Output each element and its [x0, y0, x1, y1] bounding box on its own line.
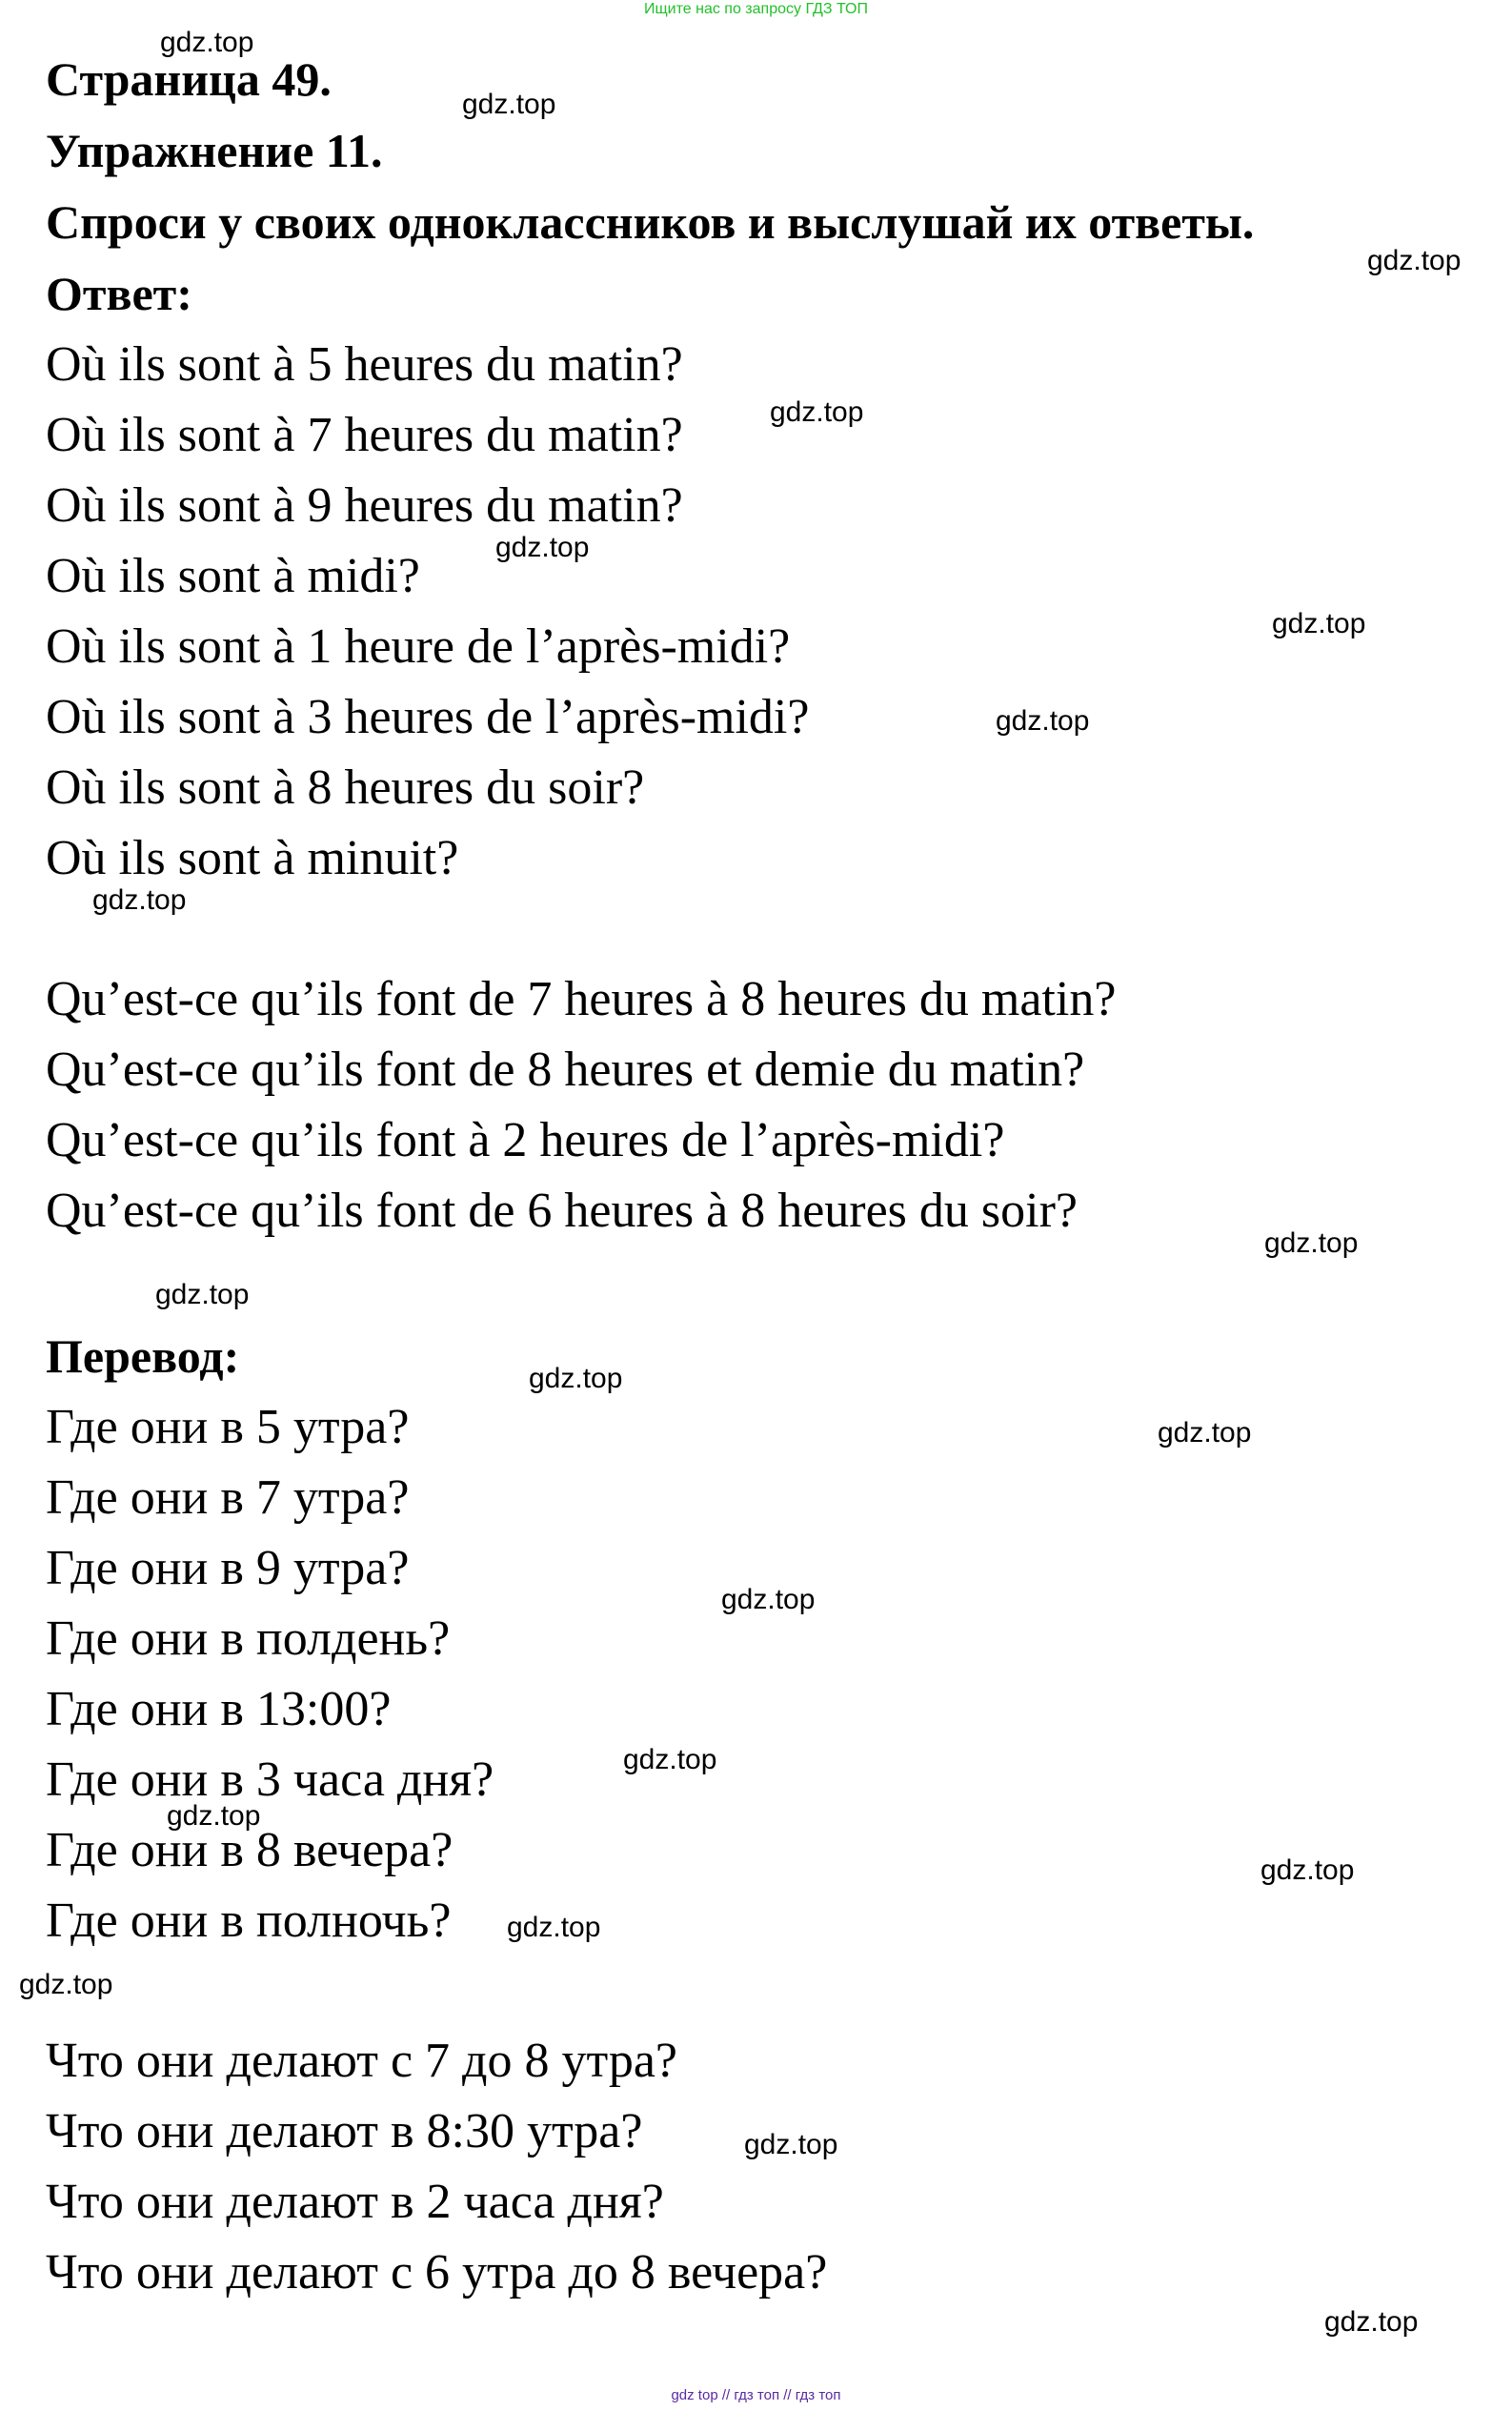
watermark: gdz.top	[1158, 1417, 1252, 1449]
watermark: gdz.top	[529, 1363, 623, 1394]
question-where-7: Où ils sont à 8 heures du soir?	[46, 760, 645, 815]
translation-what-4: Что они делают с 6 утра до 8 вечера?	[46, 2245, 828, 2300]
translation-what-2: Что они делают в 8:30 утра?	[46, 2104, 643, 2158]
watermark: gdz.top	[996, 705, 1090, 737]
translation-where-6: Где они в 3 часа дня?	[46, 1753, 494, 1807]
watermark: gdz.top	[507, 1912, 601, 1943]
translation-where-4: Где они в полдень?	[46, 1611, 451, 1666]
task-text: Спроси у своих одноклассников и выслушай их ответы.	[46, 195, 1255, 249]
watermark: gdz.top	[1367, 245, 1462, 276]
watermark: gdz.top	[1264, 1227, 1359, 1259]
watermark: gdz.top	[623, 1744, 717, 1775]
question-where-4: Où ils sont à midi?	[46, 549, 420, 603]
translation-where-3: Где они в 9 утра?	[46, 1541, 410, 1595]
watermark: gdz.top	[462, 89, 556, 120]
translation-where-8: Где они в полночь?	[46, 1894, 452, 1948]
watermark: gdz.top	[1260, 1854, 1355, 1886]
question-where-1: Où ils sont à 5 heures du matin?	[46, 337, 683, 392]
question-what-2: Qu’est-ce qu’ils font de 8 heures et demie du matin?	[46, 1043, 1085, 1097]
translation-label: Перевод:	[46, 1329, 240, 1383]
question-where-3: Où ils sont à 9 heures du matin?	[46, 478, 683, 533]
watermark: gdz.top	[770, 396, 864, 428]
watermark: gdz.top	[155, 1279, 250, 1310]
translation-where-2: Где они в 7 утра?	[46, 1470, 410, 1525]
translation-where-5: Где они в 13:00?	[46, 1682, 392, 1736]
top-banner[interactable]: Ищите нас по запросу ГДЗ ТОП	[644, 1, 868, 17]
page-title: Страница 49.	[46, 52, 332, 106]
translation-what-1: Что они делают с 7 до 8 утра?	[46, 2034, 677, 2088]
watermark: gdz.top	[160, 27, 254, 58]
watermark: gdz.top	[1272, 608, 1366, 639]
translation-where-1: Где они в 5 утра?	[46, 1400, 410, 1454]
watermark: gdz.top	[92, 884, 187, 916]
question-where-2: Où ils sont à 7 heures du matin?	[46, 408, 683, 462]
translation-where-7: Где они в 8 вечера?	[46, 1823, 454, 1877]
question-where-5: Où ils sont à 1 heure de l’après-midi?	[46, 619, 791, 674]
question-what-4: Qu’est-ce qu’ils font de 6 heures à 8 heures du soir?	[46, 1184, 1078, 1238]
question-what-3: Qu’est-ce qu’ils font à 2 heures de l’après-midi?	[46, 1113, 1005, 1167]
answer-label: Ответ:	[46, 267, 192, 320]
watermark: gdz.top	[495, 532, 590, 563]
question-where-6: Où ils sont à 3 heures de l’après-midi?	[46, 690, 810, 744]
question-where-8: Où ils sont à minuit?	[46, 831, 459, 885]
exercise-title: Упражнение 11.	[46, 124, 383, 177]
bottom-banner[interactable]: gdz top // гдз топ // гдз топ	[671, 2387, 841, 2403]
question-what-1: Qu’est-ce qu’ils font de 7 heures à 8 heures du matin?	[46, 972, 1117, 1026]
watermark: gdz.top	[744, 2129, 838, 2160]
watermark: gdz.top	[1324, 2306, 1419, 2338]
watermark: gdz.top	[167, 1800, 261, 1832]
translation-what-3: Что они делают в 2 часа дня?	[46, 2175, 664, 2229]
watermark: gdz.top	[19, 1969, 113, 2000]
watermark: gdz.top	[721, 1584, 816, 1615]
